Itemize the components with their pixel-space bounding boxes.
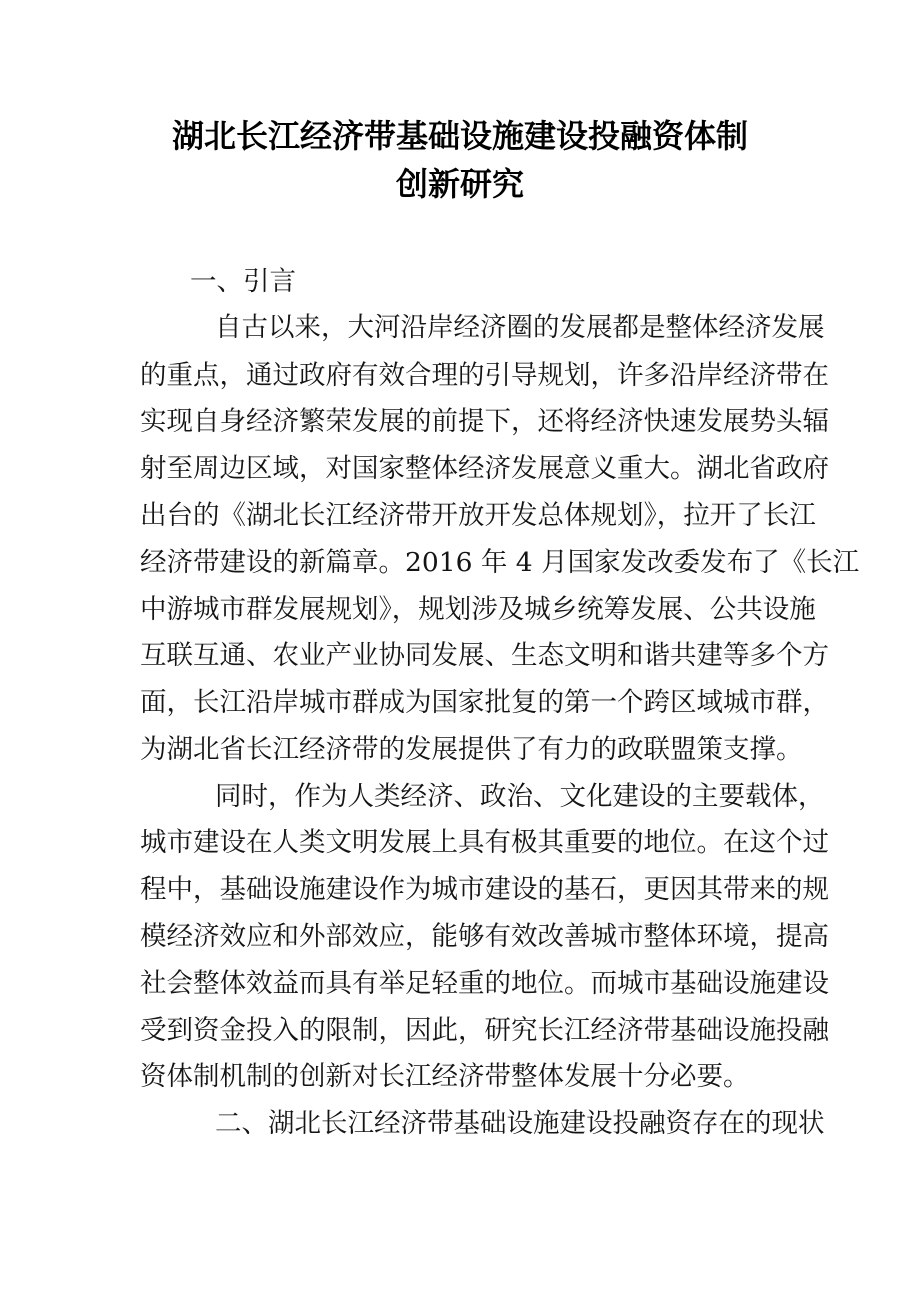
paragraph-line: 城市建设在人类文明发展上具有极其重要的地位。在这个过 — [140, 827, 829, 858]
paragraph-line: 射至周边区域，对国家整体经济发展意义重大。湖北省政府 — [140, 453, 829, 484]
paragraph-line: 出台的《湖北长江经济带开放开发总体规划》，拉开了长江 — [140, 500, 816, 531]
paragraph-line: 为湖北省长江经济带的发展提供了有力的政联盟策支撑。 — [140, 734, 803, 765]
paragraph-line: 实现自身经济繁荣发展的前提下，还将经济快速发展势头辐 — [140, 406, 829, 437]
paragraph-line: 模经济效应和外部效应，能够有效改善城市整体环境，提高 — [140, 921, 829, 952]
paragraph-line: 互联互通、农业产业协同发展、生态文明和谐共建等多个方 — [140, 640, 829, 671]
paragraph-line: 资体制机制的创新对长江经济带整体发展十分必要。 — [140, 1061, 750, 1092]
document-title-line-1: 湖北长江经济带基础设施建设投融资体制 — [171, 117, 748, 155]
paragraph-line: 中游城市群发展规划》，规划涉及城乡统筹发展、公共设施 — [140, 594, 816, 625]
paragraph-line: 面，长江沿岸城市群成为国家批复的第一个跨区域城市群， — [140, 687, 829, 718]
document-title-line-2: 创新研究 — [395, 165, 524, 203]
paragraph-line: 的重点，通过政府有效合理的引导规划，许多沿岸经济带在 — [140, 360, 829, 391]
paragraph-line: 社会整体效益而具有举足轻重的地位。而城市基础设施建设 — [140, 968, 829, 999]
paragraph-line: 同时，作为人类经济、政治、文化建设的主要载体， — [215, 781, 825, 812]
section-heading-current-status: 二、湖北长江经济带基础设施建设投融资存在的现状 — [215, 1108, 825, 1139]
paragraph-line: 程中，基础设施建设作为城市建设的基石，更因其带来的规 — [140, 874, 829, 905]
section-heading-introduction: 一、引言 — [190, 266, 296, 297]
paragraph-line: 自古以来，大河沿岸经济圈的发展都是整体经济发展 — [215, 312, 825, 343]
paragraph-line: 经济带建设的新篇章。2016 年 4 月国家发改委发布了《长江 — [140, 547, 860, 578]
paragraph-line: 受到资金投入的限制，因此，研究长江经济带基础设施投融 — [140, 1015, 829, 1046]
